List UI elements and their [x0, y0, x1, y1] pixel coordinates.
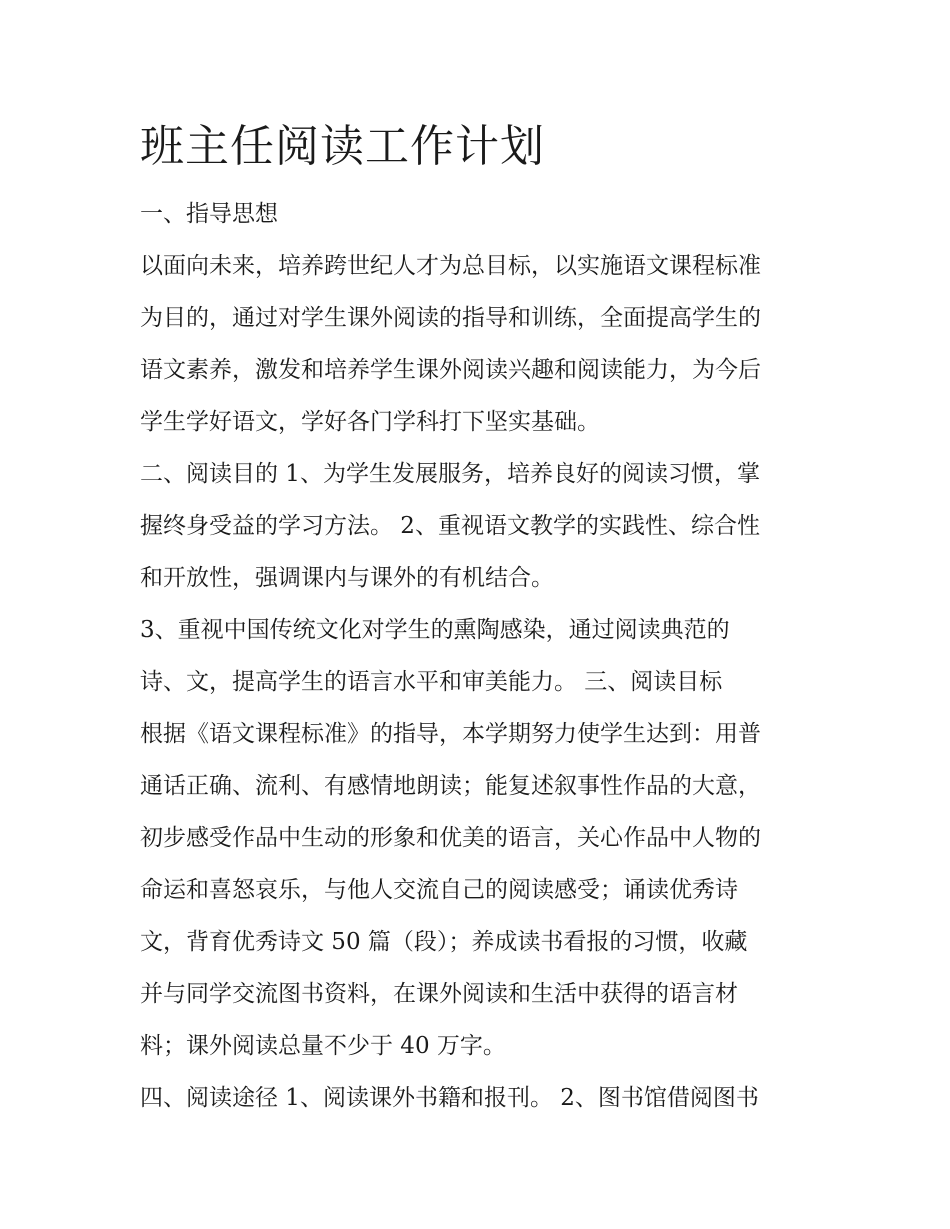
text-line: 四、阅读途径 1、阅读课外书籍和报刊。 2、图书馆借阅图书: [140, 1085, 759, 1111]
text-line: 初步感受作品中生动的形象和优美的语言，关心作品中人物的: [140, 825, 761, 851]
text-line: 并与同学交流图书资料，在课外阅读和生活中获得的语言材: [140, 981, 738, 1007]
text-line: 根据《语文课程标准》的指导，本学期努力使学生达到：用普: [140, 721, 761, 747]
document-title: 班主任阅读工作计划: [140, 121, 545, 172]
text-line: 通话正确、流利、有感情地朗读；能复述叙事性作品的大意，: [140, 773, 761, 799]
text-line: 命运和喜怒哀乐，与他人交流自己的阅读感受；诵读优秀诗: [140, 877, 738, 903]
text-line: 和开放性，强调课内与课外的有机结合。: [140, 565, 554, 591]
text-line: 握终身受益的学习方法。 2、重视语文教学的实践性、综合性: [140, 513, 760, 539]
document-page: [140, 112, 820, 1124]
text-line: 一、指导思想: [140, 201, 278, 227]
text-line: 3、重视中国传统文化对学生的熏陶感染，通过阅读典范的: [140, 617, 730, 643]
text-line: 语文素养，激发和培养学生课外阅读兴趣和阅读能力，为今后: [140, 357, 761, 383]
text-line: 诗、文，提高学生的语言水平和审美能力。 三、阅读目标: [140, 669, 723, 695]
text-line: 二、阅读目的 1、为学生发展服务，培养良好的阅读习惯，掌: [140, 461, 760, 487]
text-line: 以面向未来，培养跨世纪人才为总目标，以实施语文课程标准: [140, 253, 761, 279]
text-line: 为目的，通过对学生课外阅读的指导和训练，全面提高学生的: [140, 305, 761, 331]
text-line: 学生学好语文，学好各门学科打下坚实基础。: [140, 409, 600, 435]
text-line: 文，背育优秀诗文 50 篇（段）；养成读书看报的习惯，收藏: [140, 929, 748, 955]
text-line: 料；课外阅读总量不少于 40 万字。: [140, 1033, 506, 1059]
